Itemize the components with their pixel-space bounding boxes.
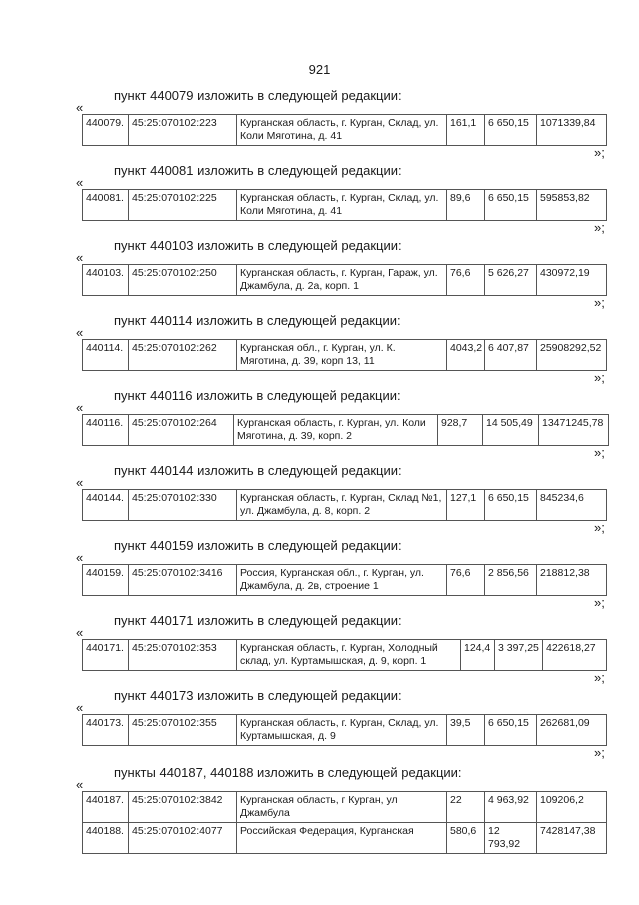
cell-addr: Курганская область, г. Курган, ул. Коли Мяготина, д. 39, корп. 2 <box>234 415 438 446</box>
cell-area: 928,7 <box>438 415 483 446</box>
cell-area: 4043,2 <box>447 340 485 371</box>
cell-num: 440079. <box>83 115 129 146</box>
amendment-instruction: пункт 440116 изложить в следующей редакции: <box>114 388 401 403</box>
cell-cad: 45:25:070102:225 <box>129 190 237 221</box>
cell-cad: 45:25:070102:4077 <box>129 823 237 854</box>
opening-quote: « <box>76 175 84 190</box>
cell-area: 39,5 <box>447 715 485 746</box>
cell-num: 440144. <box>83 490 129 521</box>
closing-quote: »; <box>594 295 605 310</box>
table-row <box>83 640 607 671</box>
cell-area: 124,4 <box>461 640 495 671</box>
cell-rate: 6 650,15 <box>485 715 537 746</box>
cell-addr: Курганская область, г. Курган, Склад №1, ул. Джамбула, д. 8, корп. 2 <box>237 490 447 521</box>
cell-rate: 6 650,15 <box>485 490 537 521</box>
amendment-block <box>0 163 639 238</box>
table-row <box>83 415 609 446</box>
cell-rate: 3 397,25 <box>495 640 543 671</box>
cell-cad: 45:25:070102:262 <box>129 340 237 371</box>
cell-num: 440187. <box>83 792 129 823</box>
cell-cad: 45:25:070102:264 <box>129 415 234 446</box>
registry-table <box>82 639 607 671</box>
table-row <box>83 715 607 746</box>
cell-cad: 45:25:070102:353 <box>129 640 237 671</box>
cell-rate: 12 793,92 <box>485 823 537 854</box>
cell-num: 440173. <box>83 715 129 746</box>
amendment-block <box>0 463 639 538</box>
registry-table <box>82 414 609 446</box>
cell-addr: Курганская область, г. Курган, Склад, ул. Коли Мяготина, д. 41 <box>237 115 447 146</box>
cell-rate: 5 626,27 <box>485 265 537 296</box>
cell-addr: Российская Федерация, Курганская <box>237 823 447 854</box>
amendment-block <box>0 688 639 763</box>
cell-area: 76,6 <box>447 565 485 596</box>
cell-value: 218812,38 <box>537 565 607 596</box>
table-row <box>83 490 607 521</box>
registry-table <box>82 714 607 746</box>
cell-area: 127,1 <box>447 490 485 521</box>
cell-area: 76,6 <box>447 265 485 296</box>
table-row <box>83 190 607 221</box>
closing-quote: »; <box>594 595 605 610</box>
closing-quote: »; <box>594 145 605 160</box>
opening-quote: « <box>76 250 84 265</box>
amendment-instruction: пункт 440081 изложить в следующей редакции: <box>114 163 402 178</box>
cell-num: 440116. <box>83 415 129 446</box>
cell-area: 22 <box>447 792 485 823</box>
cell-rate: 6 650,15 <box>485 190 537 221</box>
cell-rate: 4 963,92 <box>485 792 537 823</box>
cell-value: 422618,27 <box>543 640 607 671</box>
table-row <box>83 823 607 854</box>
opening-quote: « <box>76 550 84 565</box>
amendment-block <box>0 765 639 850</box>
amendment-block <box>0 388 639 463</box>
registry-table <box>82 791 607 854</box>
closing-quote: »; <box>594 670 605 685</box>
opening-quote: « <box>76 325 84 340</box>
amendment-instruction: пункты 440187, 440188 изложить в следующей редакции: <box>114 765 462 780</box>
amendment-instruction: пункт 440103 изложить в следующей редакции: <box>114 238 402 253</box>
amendment-block <box>0 238 639 313</box>
table-row <box>83 565 607 596</box>
registry-table <box>82 489 607 521</box>
cell-area: 89,6 <box>447 190 485 221</box>
cell-value: 1071339,84 <box>537 115 607 146</box>
cell-cad: 45:25:070102:3842 <box>129 792 237 823</box>
cell-value: 430972,19 <box>537 265 607 296</box>
amendment-block <box>0 613 639 688</box>
registry-table <box>82 114 607 146</box>
cell-cad: 45:25:070102:330 <box>129 490 237 521</box>
cell-cad: 45:25:070102:355 <box>129 715 237 746</box>
cell-num: 440188. <box>83 823 129 854</box>
cell-cad: 45:25:070102:250 <box>129 265 237 296</box>
cell-rate: 2 856,56 <box>485 565 537 596</box>
opening-quote: « <box>76 777 84 792</box>
amendment-instruction: пункт 440159 изложить в следующей редакции: <box>114 538 402 553</box>
closing-quote: »; <box>594 220 605 235</box>
cell-addr: Курганская область, г. Курган, Склад, ул. Коли Мяготина, д. 41 <box>237 190 447 221</box>
closing-quote: »; <box>594 445 605 460</box>
cell-rate: 14 505,49 <box>483 415 539 446</box>
closing-quote: »; <box>594 520 605 535</box>
opening-quote: « <box>76 625 84 640</box>
table-row <box>83 115 607 146</box>
amendment-instruction: пункт 440079 изложить в следующей редакции: <box>114 88 402 103</box>
amendment-instruction: пункт 440171 изложить в следующей редакции: <box>114 613 402 628</box>
table-row <box>83 265 607 296</box>
cell-num: 440103. <box>83 265 129 296</box>
opening-quote: « <box>76 700 84 715</box>
cell-num: 440081. <box>83 190 129 221</box>
cell-area: 161,1 <box>447 115 485 146</box>
cell-addr: Курганская область, г Курган, ул Джамбула <box>237 792 447 823</box>
closing-quote: »; <box>594 745 605 760</box>
opening-quote: « <box>76 475 84 490</box>
amendment-instruction: пункт 440144 изложить в следующей редакции: <box>114 463 402 478</box>
registry-table <box>82 564 607 596</box>
amendment-block <box>0 538 639 613</box>
amendment-block <box>0 313 639 388</box>
cell-value: 262681,09 <box>537 715 607 746</box>
registry-table <box>82 189 607 221</box>
table-row <box>83 340 607 371</box>
cell-addr: Россия, Курганская обл., г. Курган, ул. Джамбула, д. 2в, строение 1 <box>237 565 447 596</box>
cell-value: 13471245,78 <box>539 415 609 446</box>
cell-value: 595853,82 <box>537 190 607 221</box>
cell-addr: Курганская область, г. Курган, Склад, ул. Куртамышская, д. 9 <box>237 715 447 746</box>
amendment-block <box>0 88 639 163</box>
cell-num: 440114. <box>83 340 129 371</box>
cell-addr: Курганская обл., г. Курган, ул. К. Мяготина, д. 39, корп 13, 11 <box>237 340 447 371</box>
registry-table <box>82 339 607 371</box>
opening-quote: « <box>76 100 84 115</box>
cell-addr: Курганская область, г. Курган, Холодный склад, ул. Куртамышская, д. 9, корп. 1 <box>237 640 461 671</box>
cell-rate: 6 407,87 <box>485 340 537 371</box>
cell-rate: 6 650,15 <box>485 115 537 146</box>
cell-value: 109206,2 <box>537 792 607 823</box>
cell-num: 440159. <box>83 565 129 596</box>
table-row <box>83 792 607 823</box>
closing-quote: »; <box>594 370 605 385</box>
amendment-instruction: пункт 440114 изложить в следующей редакции: <box>114 313 401 328</box>
cell-area: 580,6 <box>447 823 485 854</box>
registry-table <box>82 264 607 296</box>
cell-cad: 45:25:070102:223 <box>129 115 237 146</box>
opening-quote: « <box>76 400 84 415</box>
page-number: 921 <box>308 62 331 77</box>
cell-num: 440171. <box>83 640 129 671</box>
cell-value: 25908292,52 <box>537 340 607 371</box>
amendment-instruction: пункт 440173 изложить в следующей редакции: <box>114 688 402 703</box>
cell-addr: Курганская область, г. Курган, Гараж, ул. Джамбула, д. 2а, корп. 1 <box>237 265 447 296</box>
cell-value: 7428147,38 <box>537 823 607 854</box>
cell-cad: 45:25:070102:3416 <box>129 565 237 596</box>
cell-value: 845234,6 <box>537 490 607 521</box>
